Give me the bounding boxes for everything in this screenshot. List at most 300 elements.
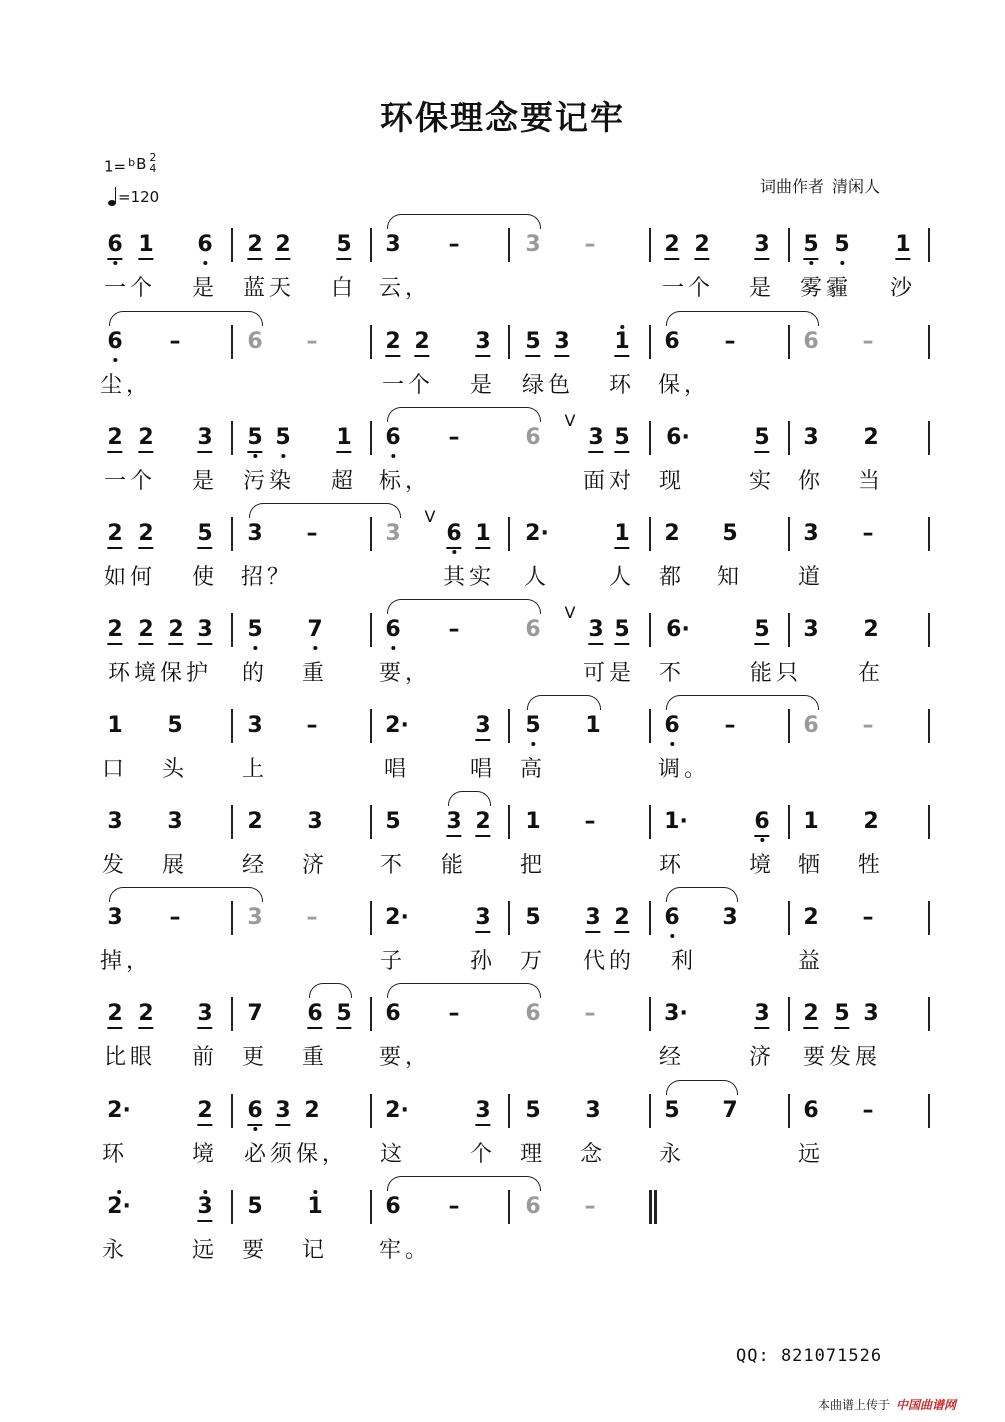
note: 6 bbox=[385, 617, 400, 643]
note: 7 bbox=[722, 1098, 738, 1123]
lyric: 现 bbox=[658, 469, 686, 494]
lyric: 蓝天 bbox=[242, 276, 296, 301]
note: 2 bbox=[664, 521, 680, 546]
note: 5 bbox=[834, 232, 849, 258]
lower-octave-dot bbox=[253, 646, 257, 650]
note: 1 bbox=[475, 521, 490, 549]
note: 2 bbox=[694, 232, 709, 260]
bar-line bbox=[231, 997, 233, 1031]
lyric: 经 bbox=[241, 853, 269, 878]
extension-dash: – bbox=[169, 905, 181, 930]
note: 2 bbox=[138, 521, 153, 549]
lyric: 都 bbox=[658, 565, 686, 590]
note: 2 bbox=[247, 232, 262, 260]
note: 5 bbox=[247, 1194, 263, 1219]
lyric: 一个 bbox=[103, 276, 157, 301]
note: 3 bbox=[197, 1194, 212, 1222]
note: 3 bbox=[588, 617, 603, 645]
bar-line bbox=[788, 421, 790, 455]
extension-dash: – bbox=[724, 329, 736, 354]
lyric: 远 bbox=[191, 1238, 219, 1263]
key-prefix: 1= bbox=[104, 157, 127, 176]
note: 2 bbox=[863, 617, 879, 642]
note: 3 bbox=[446, 809, 461, 837]
author-label: 词曲作者 bbox=[760, 177, 825, 196]
score-row bbox=[0, 603, 1005, 712]
bar-line bbox=[370, 517, 372, 551]
extension-dash: – bbox=[862, 1098, 874, 1123]
lower-octave-dot bbox=[531, 742, 535, 746]
upper-octave-dot bbox=[203, 1190, 207, 1194]
author-credit bbox=[760, 174, 880, 197]
footer-text: 本曲谱上传于 bbox=[818, 1398, 891, 1412]
lower-octave-dot bbox=[670, 742, 674, 746]
lyric: 是 bbox=[191, 469, 219, 494]
bar-line bbox=[508, 901, 510, 935]
extension-dash: – bbox=[584, 1001, 596, 1026]
note: 3 bbox=[585, 1098, 601, 1123]
bar-line bbox=[788, 613, 790, 647]
note: 1 bbox=[803, 809, 819, 834]
note: 2· bbox=[385, 905, 409, 930]
lyric: 如何 bbox=[103, 565, 157, 590]
lower-octave-dot bbox=[391, 454, 395, 458]
note: 3 bbox=[197, 425, 212, 453]
bar-line bbox=[928, 709, 930, 743]
note: 1 bbox=[585, 713, 601, 738]
bar-line bbox=[788, 997, 790, 1031]
note: 2 bbox=[197, 1098, 212, 1126]
bar-line bbox=[649, 709, 651, 743]
note: 6 bbox=[385, 1001, 401, 1026]
note: 6 bbox=[525, 1194, 541, 1219]
lyric: 能只 bbox=[749, 661, 803, 686]
lyric: 济 bbox=[301, 853, 329, 878]
bar-line bbox=[231, 325, 233, 359]
lyric: 白 bbox=[330, 276, 358, 301]
lower-octave-dot bbox=[113, 261, 117, 265]
note: 5 bbox=[167, 713, 183, 738]
lyric: 更 bbox=[241, 1045, 269, 1070]
bar-line bbox=[370, 709, 372, 743]
lyric: 保， bbox=[657, 373, 711, 398]
qq-contact: QQ: 821071526 bbox=[736, 1346, 883, 1366]
note: 5 bbox=[336, 1001, 351, 1029]
lyric: 招？ bbox=[240, 565, 294, 590]
note: 1 bbox=[614, 329, 629, 357]
note: 5 bbox=[664, 1098, 680, 1123]
note: 3 bbox=[385, 521, 401, 546]
note: 3 bbox=[247, 521, 263, 546]
note: 2 bbox=[247, 809, 263, 834]
note: 3 bbox=[585, 905, 600, 933]
bar-line bbox=[649, 901, 651, 935]
lyric: 这 bbox=[379, 1142, 407, 1167]
extension-dash: – bbox=[448, 232, 460, 257]
bar-line bbox=[370, 901, 372, 935]
extension-dash: – bbox=[169, 329, 181, 354]
note: 6 bbox=[754, 809, 769, 837]
final-bar-line bbox=[654, 1190, 657, 1224]
lower-octave-dot bbox=[809, 261, 813, 265]
bar-line bbox=[370, 421, 372, 455]
note: 6 bbox=[525, 617, 541, 642]
footer-credit bbox=[818, 1396, 956, 1413]
bar-line bbox=[370, 997, 372, 1031]
lyric: 是 bbox=[748, 276, 776, 301]
note: 5 bbox=[614, 617, 629, 645]
note: 3 bbox=[107, 809, 123, 834]
score-row bbox=[0, 411, 1005, 520]
slur-arc bbox=[387, 1176, 541, 1191]
lyric: 利 bbox=[670, 949, 698, 974]
bar-line bbox=[508, 805, 510, 839]
slur-arc bbox=[109, 311, 263, 326]
lyric: 重 bbox=[301, 1045, 329, 1070]
extension-dash: – bbox=[448, 425, 460, 450]
extension-dash: – bbox=[584, 809, 596, 834]
extension-dash: – bbox=[584, 1194, 596, 1219]
upper-octave-dot bbox=[620, 325, 624, 329]
breath-mark: V bbox=[424, 507, 436, 526]
note: 2 bbox=[168, 617, 183, 645]
lyric: 念 bbox=[579, 1142, 607, 1167]
lyric: 头 bbox=[161, 757, 189, 782]
lyric: 一个 bbox=[103, 469, 157, 494]
breath-mark: V bbox=[564, 411, 576, 430]
lyric: 在 bbox=[857, 661, 885, 686]
lyric: 要 bbox=[241, 1238, 269, 1263]
bar-line bbox=[649, 613, 651, 647]
lyric: 经 bbox=[658, 1045, 686, 1070]
lyric: 把 bbox=[519, 853, 547, 878]
note: 6 bbox=[803, 1098, 819, 1123]
bar-line bbox=[508, 325, 510, 359]
score-row bbox=[0, 713, 1005, 808]
extension-dash: – bbox=[448, 1194, 460, 1219]
bar-line bbox=[370, 228, 372, 262]
slur-arc bbox=[527, 695, 601, 710]
note: 3 bbox=[803, 425, 819, 450]
bar-line bbox=[370, 1094, 372, 1128]
note: 5 bbox=[525, 713, 540, 739]
note: 2· bbox=[107, 1098, 131, 1123]
flat-sign: b bbox=[128, 155, 136, 169]
lyric: 要， bbox=[378, 1045, 432, 1070]
bar-line bbox=[788, 1094, 790, 1128]
bar-line bbox=[928, 613, 930, 647]
key-note: B bbox=[136, 154, 147, 173]
bar-line bbox=[649, 517, 651, 551]
lyric: 不 bbox=[658, 661, 686, 686]
slur-arc bbox=[387, 214, 541, 229]
note: 5 bbox=[834, 1001, 849, 1029]
lyric: 知 bbox=[716, 565, 744, 590]
bar-line bbox=[231, 1190, 233, 1224]
lyric: 理 bbox=[519, 1142, 547, 1167]
lower-octave-dot bbox=[391, 646, 395, 650]
lyric: 污染 bbox=[242, 469, 296, 494]
note: 6 bbox=[803, 329, 819, 354]
extension-dash: – bbox=[306, 521, 318, 546]
extension-dash: – bbox=[448, 1001, 460, 1026]
note: 1 bbox=[307, 1194, 322, 1220]
bar-line bbox=[928, 421, 930, 455]
note: 3 bbox=[197, 1001, 212, 1029]
note: 5 bbox=[525, 905, 541, 930]
note: 3 bbox=[475, 329, 490, 357]
note: 1 bbox=[895, 232, 910, 260]
lyric: 高 bbox=[519, 757, 547, 782]
lyric: 可是 bbox=[582, 661, 636, 686]
note: 2 bbox=[414, 329, 429, 357]
note: 6 bbox=[525, 1001, 541, 1026]
extension-dash: – bbox=[862, 713, 874, 738]
note: 3 bbox=[275, 1098, 290, 1126]
bar-line bbox=[231, 1094, 233, 1128]
lyric: 使 bbox=[191, 565, 219, 590]
lower-octave-dot bbox=[840, 261, 844, 265]
note: 5 bbox=[385, 809, 401, 834]
bar-line bbox=[508, 709, 510, 743]
note: 3 bbox=[167, 809, 183, 834]
bar-line bbox=[928, 325, 930, 359]
note: 3 bbox=[475, 713, 490, 741]
slur-arc bbox=[448, 791, 491, 806]
note: 6 bbox=[385, 1194, 401, 1219]
note: 6· bbox=[666, 617, 690, 642]
lyric: 远 bbox=[797, 1142, 825, 1167]
note: 2 bbox=[138, 1001, 153, 1029]
note: 5 bbox=[525, 1098, 541, 1123]
song-title: 环保理念要记牢 bbox=[380, 98, 625, 137]
tempo-value: =120 bbox=[118, 188, 160, 206]
bar-line bbox=[370, 325, 372, 359]
note: 2· bbox=[107, 1194, 131, 1220]
author-name: 清闲人 bbox=[832, 177, 881, 196]
lyric: 记 bbox=[301, 1238, 329, 1263]
bar-line bbox=[649, 997, 651, 1031]
note: 3 bbox=[107, 905, 123, 930]
note: 5 bbox=[247, 425, 262, 453]
note: 3 bbox=[588, 425, 603, 453]
tempo-marking bbox=[108, 186, 159, 206]
bar-line bbox=[231, 805, 233, 839]
note: 6 bbox=[385, 425, 400, 451]
time-bottom: 4 bbox=[149, 162, 157, 175]
note: 2· bbox=[385, 1098, 409, 1123]
extension-dash: – bbox=[448, 617, 460, 642]
note: 6 bbox=[664, 713, 679, 739]
quarter-note-icon bbox=[108, 186, 118, 206]
bar-line bbox=[928, 805, 930, 839]
note: 3 bbox=[722, 905, 738, 930]
lyric: 人 bbox=[523, 565, 551, 590]
lyric: 上 bbox=[241, 757, 269, 782]
lyric: 唱 bbox=[383, 757, 411, 782]
note: 2 bbox=[138, 617, 153, 645]
note: 3 bbox=[307, 809, 323, 834]
lyric: 永 bbox=[101, 1238, 129, 1263]
bar-line bbox=[231, 613, 233, 647]
lower-octave-dot bbox=[760, 838, 764, 842]
bar-line bbox=[649, 228, 651, 262]
lyric: 必须保， bbox=[243, 1142, 349, 1167]
lyric: 一个 bbox=[661, 276, 715, 301]
note: 3 bbox=[754, 1001, 769, 1029]
note: 6 bbox=[107, 232, 122, 260]
lower-octave-dot bbox=[253, 454, 257, 458]
lyric: 展 bbox=[161, 853, 189, 878]
lyric: 雾霾 bbox=[799, 276, 853, 301]
note: 2 bbox=[107, 521, 122, 549]
lyric: 云， bbox=[378, 276, 432, 301]
bar-line bbox=[231, 901, 233, 935]
slur-arc bbox=[249, 503, 401, 518]
lyric: 的 bbox=[241, 661, 269, 686]
note: 2 bbox=[614, 905, 629, 933]
lower-octave-dot bbox=[113, 358, 117, 362]
bar-line bbox=[231, 517, 233, 551]
bar-line bbox=[649, 805, 651, 839]
bar-line bbox=[788, 325, 790, 359]
extension-dash: – bbox=[584, 232, 596, 257]
lyric: 超 bbox=[330, 469, 358, 494]
note: 6 bbox=[247, 329, 263, 354]
note: 1· bbox=[664, 809, 688, 834]
lyric: 牲 bbox=[857, 853, 885, 878]
lyric: 要， bbox=[378, 661, 432, 686]
lyric: 牢。 bbox=[378, 1238, 432, 1263]
lyric: 是 bbox=[191, 276, 219, 301]
bar-line bbox=[370, 805, 372, 839]
note: 2 bbox=[138, 425, 153, 453]
bar-line bbox=[508, 228, 510, 262]
lower-octave-dot bbox=[452, 550, 456, 554]
extension-dash: – bbox=[724, 713, 736, 738]
bar-line bbox=[928, 997, 930, 1031]
note: 2 bbox=[275, 232, 290, 260]
note: 2 bbox=[107, 425, 122, 453]
upper-octave-dot bbox=[117, 1190, 121, 1194]
lyric: 发 bbox=[101, 853, 129, 878]
lower-octave-dot bbox=[313, 646, 317, 650]
note: 5 bbox=[722, 521, 738, 546]
note: 1 bbox=[614, 521, 629, 549]
bar-line bbox=[788, 901, 790, 935]
bar-line bbox=[649, 325, 651, 359]
lyric: 代的 bbox=[582, 949, 636, 974]
lower-octave-dot bbox=[253, 1127, 257, 1131]
note: 1 bbox=[107, 713, 123, 738]
note: 2 bbox=[863, 425, 879, 450]
note: 7 bbox=[307, 617, 322, 643]
bar-line bbox=[788, 228, 790, 262]
note: 2· bbox=[385, 713, 409, 738]
note: 1 bbox=[138, 232, 153, 260]
bar-line bbox=[928, 517, 930, 551]
bar-line bbox=[649, 1094, 651, 1128]
extension-dash: – bbox=[306, 713, 318, 738]
bar-line bbox=[928, 901, 930, 935]
lyric: 绿色 bbox=[521, 373, 575, 398]
slur-arc bbox=[387, 983, 541, 998]
lyric: 当 bbox=[857, 469, 885, 494]
note: 5 bbox=[754, 425, 769, 453]
lyric: 环 bbox=[608, 373, 636, 398]
note: 5 bbox=[803, 232, 818, 260]
note: 6 bbox=[446, 521, 461, 549]
lyric: 环 bbox=[101, 1142, 129, 1167]
lyric: 孙 bbox=[469, 949, 497, 974]
time-signature bbox=[149, 152, 156, 174]
lyric: 环 bbox=[658, 853, 686, 878]
note: 2 bbox=[107, 617, 122, 645]
final-bar-line bbox=[649, 1190, 652, 1224]
lyric: 不 bbox=[379, 853, 407, 878]
lyric: 比眼 bbox=[103, 1045, 157, 1070]
bar-line bbox=[928, 228, 930, 262]
extension-dash: – bbox=[306, 329, 318, 354]
lyric: 要发展 bbox=[802, 1045, 882, 1070]
note: 5 bbox=[336, 232, 351, 260]
note: 5 bbox=[247, 617, 262, 643]
bar-line bbox=[928, 1094, 930, 1128]
lyric: 调。 bbox=[657, 757, 711, 782]
bar-line bbox=[649, 421, 651, 455]
lyric: 沙 bbox=[889, 276, 917, 301]
note: 6 bbox=[803, 713, 819, 738]
lyric: 境 bbox=[191, 1142, 219, 1167]
time-top: 2 bbox=[149, 151, 157, 164]
slur-arc bbox=[387, 407, 541, 422]
lyric: 牺 bbox=[797, 853, 825, 878]
note: 3 bbox=[754, 232, 769, 260]
lyric: 标， bbox=[378, 469, 432, 494]
note: 2 bbox=[803, 905, 819, 930]
note: 6 bbox=[247, 1098, 262, 1126]
lyric: 道 bbox=[797, 565, 825, 590]
lyric: 唱 bbox=[469, 757, 497, 782]
lower-octave-dot bbox=[281, 454, 285, 458]
lyric: 一个 bbox=[381, 373, 435, 398]
lower-octave-dot bbox=[203, 261, 207, 265]
note: 3 bbox=[197, 617, 212, 645]
bar-line bbox=[231, 709, 233, 743]
lyric: 子 bbox=[379, 949, 407, 974]
lyric: 人 bbox=[608, 565, 636, 590]
key-signature bbox=[104, 151, 157, 178]
slur-arc bbox=[309, 983, 352, 998]
note: 2 bbox=[664, 232, 679, 260]
upper-octave-dot bbox=[313, 1190, 317, 1194]
lyric: 掉， bbox=[99, 949, 153, 974]
score-row bbox=[0, 1001, 1005, 1096]
note: 6 bbox=[197, 232, 212, 258]
note: 3 bbox=[554, 329, 569, 357]
note: 3 bbox=[247, 713, 263, 738]
slur-arc bbox=[666, 311, 819, 326]
lyric: 口 bbox=[101, 757, 129, 782]
slur-arc bbox=[666, 1080, 738, 1095]
bar-line bbox=[508, 1190, 510, 1224]
note: 5 bbox=[525, 329, 540, 357]
slur-arc bbox=[387, 599, 541, 614]
lyric: 实 bbox=[748, 469, 776, 494]
lyric: 济 bbox=[748, 1045, 776, 1070]
note: 2 bbox=[475, 809, 490, 837]
bar-line bbox=[788, 709, 790, 743]
